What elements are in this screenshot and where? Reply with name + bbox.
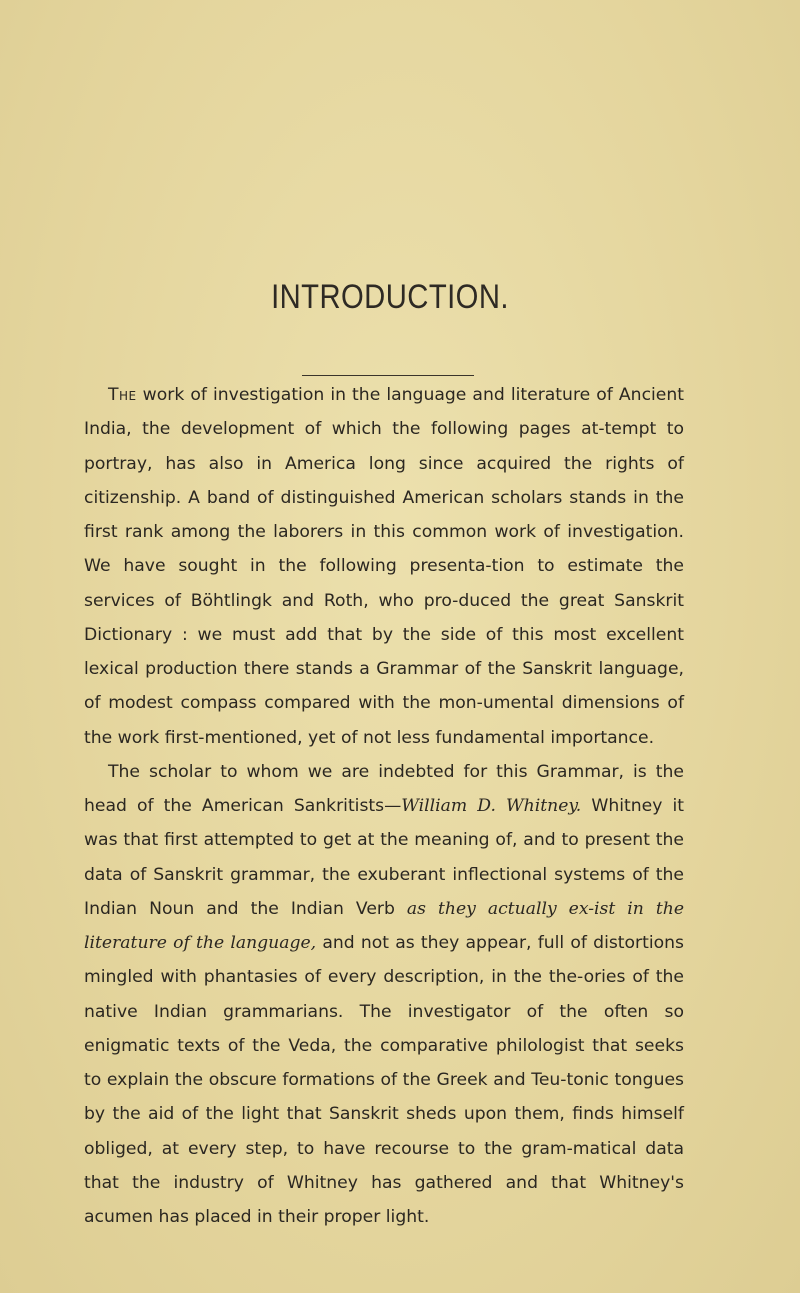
italic-phrase: as they actually ex-ist in the literature of the language, [84, 898, 684, 953]
paragraph-2 [84, 755, 684, 1235]
paragraph-2-text-b: Whitney it was that first attempted to get at the meaning of, and to present the data of Sanskrit grammar, the exuberant inflectional systems of the Indian Noun and the Indian Verb [84, 796, 684, 919]
body-text [84, 378, 684, 1234]
paragraph-2-text-c: and not as they appear, full of distortions mingled with phantasies of every description, in the the-ories of the native Indian grammarians. The investigator of the often so enigmatic texts of the Veda, the comparative philologist that seeks to explain the obscure formations of the Greek and Teu-tonic tongues by the aid of the light that Sanskrit sheds upon them, finds himself obliged, at every step, to have recourse to the gram-matical data that the industry of Whitney has gathered and that Whitney's acumen has placed in their proper light. [84, 933, 684, 1227]
paragraph-1-text: work of investigation in the language and literature of Ancient India, the development of which the following pages at-tempt to portray, has also in America long since acquired the rights of citizenship. A band of distinguished American scholars stands in the first rank among the laborers in this common work of investigation. We have sought in the following presenta-tion to estimate the services of Böhtlingk and Roth, who pro-duced the great Sanskrit Dictionary : we must add that by the side of this most excellent lexical production there stands a Grammar of the Sanskrit language, of modest compass compared with the mon-umental dimensions of the work first-mentioned, yet of not less fundamental importance. [84, 385, 684, 748]
title-rule-divider [302, 375, 474, 376]
paragraph-2-text-a: The scholar to whom we are indebted for this Grammar, is the head of the American Sankritists— [84, 761, 684, 816]
paragraph-1 [84, 378, 684, 755]
whitney-name: William D. Whitney. [401, 796, 582, 816]
paragraph-1-lead: The [108, 385, 137, 405]
page-title: INTRODUCTION. [271, 278, 509, 316]
